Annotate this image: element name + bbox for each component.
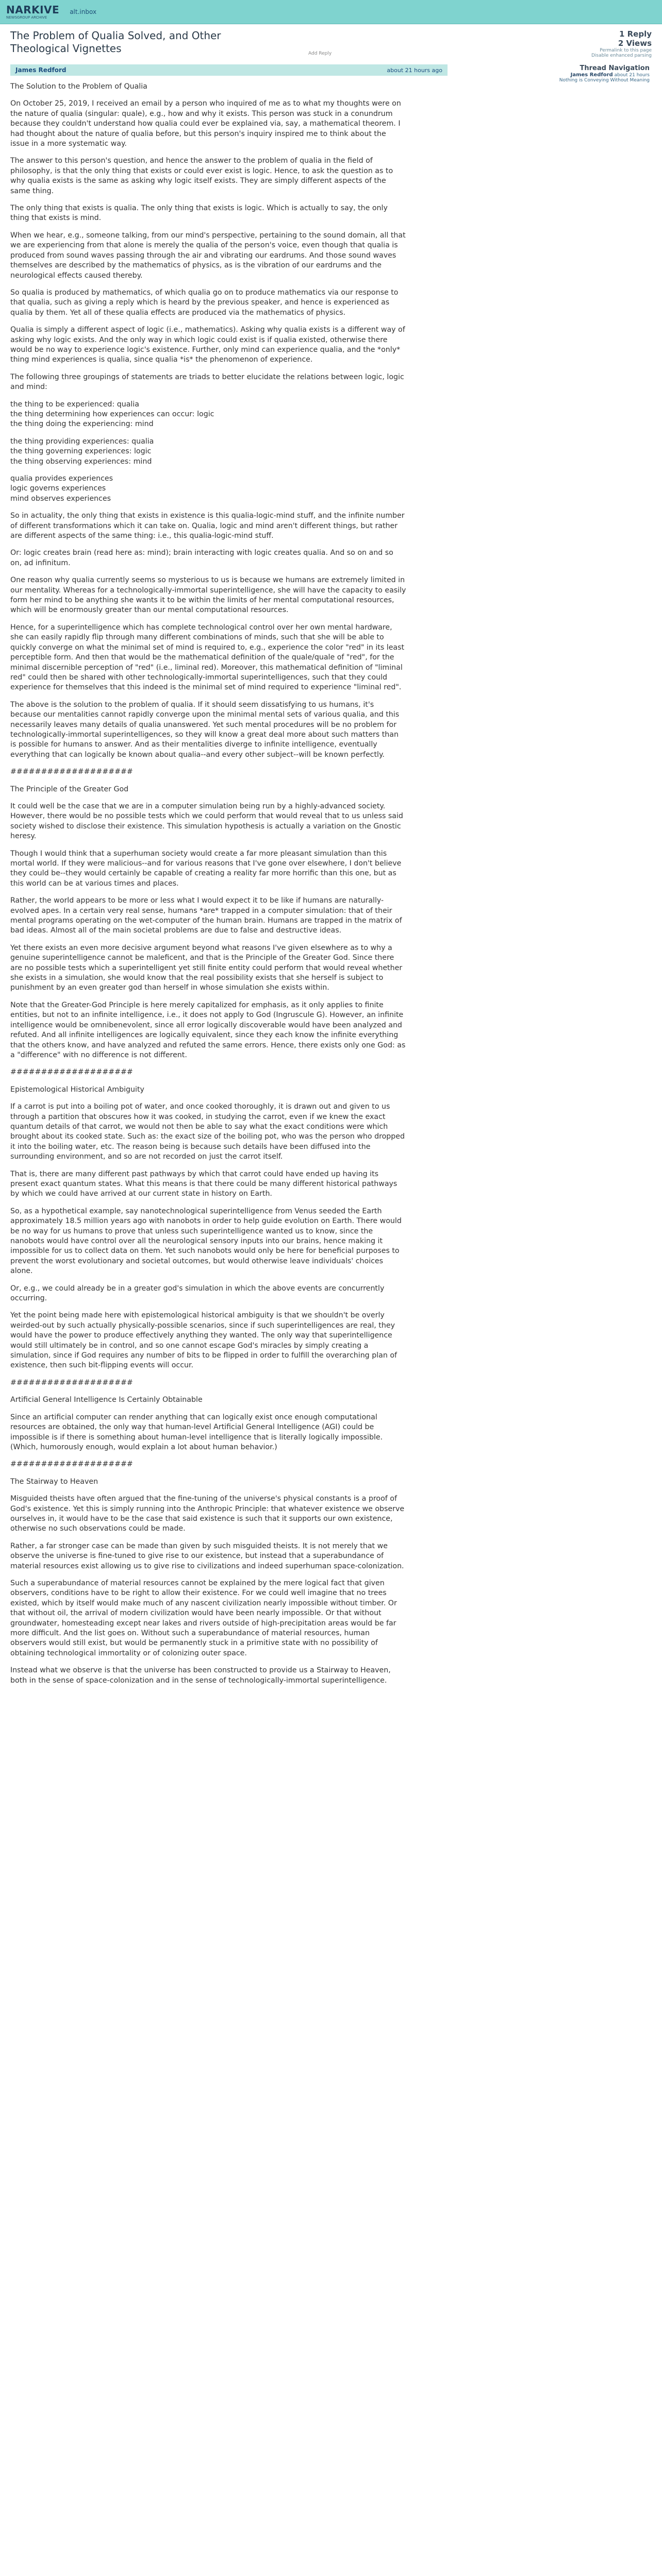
post-paragraph: ####################	[10, 1068, 133, 1077]
thread-header	[0, 24, 662, 61]
post-paragraph: It could well be the case that we are in a computer simulation being run by a highly-advanced society. However, there would be no possible tests which we could perform that would reveal that to us unless said society wished to disclose their existence. This simulation hypothesis is actually a variation on the Gnostic heresy.	[10, 802, 403, 841]
logo-text: NARKIVE	[6, 3, 60, 16]
top-bar	[0, 0, 662, 24]
post-paragraph: Yet there exists an even more decisive argument beyond what reasons I've given elsewhere as to why a genuine superintelligence cannot be maleficent, and that is the Principle of the Greater God. Since there are no possible tests which a superintelligent yet still finite entity could perform that would reveal whether she exists in a simulation, she would know that the real possibility exists that she herself is subject to punishment by an even greater god than herself in whose simulation she exists within.	[10, 943, 403, 992]
thread-stats	[591, 29, 652, 58]
post-paragraph: On October 25, 2019, I received an email by a person who inquired of me as to what my thoughts were on the nature of qualia (singular: quale), e.g., how and why it exists. This person was stuck in a conundrum because they couldn't understand how qualia could ever be explained via, say, a mathematical theorem. I had thought about the nature of qualia before, but this person's inquiry inspired me to think about the issue in a more systematic way.	[10, 99, 401, 148]
thread-navigation	[464, 64, 650, 1693]
post-paragraph: So, as a hypothetical example, say nanotechnological superintelligence from Venus seeded the Earth approximately 18.5 million years ago with nanobots in order to help guide evolution on Earth. There would be no way for us humans to prove that unless such superintelligence wanted us to know, since the nanobots would have control over all the neurological sensory inputs into our brains, hence making it impossible for us to collect data on them. Yet such nanobots would only be here for beneficial purposes to prevent the worst evolutionary and societal outcomes, but would otherwise leave individuals' choices alone.	[10, 1207, 402, 1276]
thread-navigation-title: Thread Navigation	[580, 64, 650, 72]
post-paragraph: Such a superabundance of material resources cannot be explained by the mere logical fact that given observers, conditions have to be right to allow their existence. For we could well imagine that no trees existed, which by itself would make much of any nascent civilization nearly impossible without timber. Or that without oil, the arrival of modern civilization would have been nearly impossible. Or that without groundwater, homesteading except near lakes and rivers outside of high-precipitation areas would be far more difficult. And the list goes on. Without such a superabundance of material resources, human observers would still exist, but would be permanently stuck in a primitive state with no possibility of obtaining technological immortality or of colonizing outer space.	[10, 1579, 397, 1657]
post-paragraph: Artificial General Intelligence Is Certainly Obtainable	[10, 1396, 203, 1404]
post-paragraph: Since an artificial computer can render anything that can logically exist once enough computational resources are obtained, the only way that human-level Artificial General Intelligence (AGI) could be impossible is if there is something about human-level intelligence that is literally logically impossible. (Which, humorously enough, would explain a lot about human behavior.)	[10, 1413, 383, 1451]
post-paragraph: the thing providing experiences: qualia the thing governing experiences: logic the thing observing experiences: mind	[10, 437, 154, 466]
post-paragraph: The answer to this person's question, and hence the answer to the problem of qualia in the field of philosophy, is that the only thing that exists or could ever exist is logic. Hence, to ask the question as to why qualia exists is the same as asking why logic itself exists. They are simply different aspects of the same thing.	[10, 157, 393, 195]
reply-count: 1 Reply	[619, 29, 652, 39]
post-paragraph: The Solution to the Problem of Qualia	[10, 82, 147, 91]
newsgroup-link[interactable]: alt.inbox	[70, 8, 97, 15]
post-paragraph: Or: logic creates brain (read here as: mind); brain interacting with logic creates qualia. And so on and so on, ad infinitum.	[10, 549, 393, 567]
post-paragraph: Rather, a far stronger case can be made than given by such misguided theists. It is not merely that we observe the universe is fine-tuned to give rise to our existence, but instead that a superabundance of material resources exist allowing us to give rise to civilizations and indeed superhuman space-colonization.	[10, 1541, 404, 1570]
post-paragraph: Though I would think that a superhuman society would create a far more pleasant simulation than this mortal world. If they were malicious--and for various reasons that I've gone over elsewhere, I don't believe they could be--they would certainly be capable of creating a reality far more horrific than this one, but as this world can be at various times and places.	[10, 849, 402, 888]
post-paragraph: Note that the Greater-God Principle is here merely capitalized for emphasis, as it only applies to finite entities, but not to an infinite intelligence, i.e., it does not apply to God (Ingruscule G). However, an infinite intelligence would be omnibenevolent, since all error logically discoverable would have been analyzed and refuted. And all infinite intelligences are logically equivalent, since they each know the infinite everything that the others know, and have analyzed and refuted the same errors. Hence, there exists only one God: as a "difference" with no difference is not different.	[10, 1001, 406, 1059]
post-paragraph: One reason why qualia currently seems so mysterious to us is because we humans are extremely limited in our mentality. Whereas for a technologically-immortal superintelligence, she will have the capacity to easily form her mind to be anything she wants it to be within the limits of her mental computational resources, which will be enormously greater than our mental computational resources.	[10, 576, 406, 615]
post-paragraph: So in actuality, the only thing that exists in existence is this qualia-logic-mind stuff, and the infinite number of different transformations which it can take on. Qualia, logic and mind aren't different things, but rather are different aspects of the same thing: i.e., this qualia-logic-mind stuff.	[10, 512, 405, 540]
logo-subtitle: NEWSGROUP ARCHIVE	[6, 15, 47, 20]
post-paragraph: If a carrot is put into a boiling pot of water, and once cooked thoroughly, it is drawn out and given to us through a partition that obscures how it was cooked, in studying the carrot, even if we knew the exact quantum details of that carrot, we would not then be able to say what the exact conditions were which brought about its cooked state. Such as: the exact size of the boiling pot, who was the person who dropped it into the boiling water, etc. The reason being is because such details have been diffused into the surrounding environment, and so are not recorded on just the carrot itself.	[10, 1103, 405, 1161]
post-paragraph: Rather, the world appears to be more or less what I would expect it to be like if humans are naturally-evolved apes. In a certain very real sense, humans *are* trapped in a computer simulation: that of their mental programs operating on the wet-computer of the human brain. Humans are trapped in the matrix of bad ideas. Almost all of the main societal problems are due to false and destructive ideas.	[10, 896, 402, 935]
add-reply-link[interactable]: Add Reply	[308, 51, 332, 56]
post-paragraph: Epistemological Historical Ambiguity	[10, 1085, 144, 1094]
post-paragraph: Or, e.g., we could already be in a greater god's simulation in which the above events are concurrently occurring.	[10, 1284, 385, 1303]
post-paragraph: Qualia is simply a different aspect of logic (i.e., mathematics). Asking why qualia exists is a different way of asking why logic exists. And the only way in which logic could exist is if qualia existed, otherwise there would be no way to experience logic's existence. Further, only mind can experience qualia, and the *only* thing mind experiences is qualia, since qualia *is* the phenomenon of experience.	[10, 326, 405, 364]
post-paragraph: The above is the solution to the problem of qualia. If it should seem dissatisfying to us humans, it's because our mentalities cannot rapidly converge upon the minimal mental sets of various qualia, and this necessarily leaves many details of qualia unanswered. Yet such mental procedures will be no problem for technologically-immortal superintelligences, so they will know a great deal more about such matters than is possible for humans to answer. And as their mentalities diverge to infinite intelligence, eventually everything that can logically be known about qualia--and every other subject--will be known perfectly.	[10, 700, 400, 759]
view-count: 2 Views	[618, 39, 652, 48]
thread-nav-author: Nothing is Conveying Without Meaning	[559, 78, 650, 83]
post-timestamp: about 21 hours ago	[387, 66, 442, 74]
thread-title: The Problem of Qualia Solved, and Other Theological Vignettes	[10, 29, 221, 55]
post-paragraph: The following three groupings of statements are triads to better elucidate the relations between logic, logic and mind:	[10, 372, 404, 392]
post-paragraph: ####################	[10, 768, 133, 776]
post-paragraph: When we hear, e.g., someone talking, from our mind's perspective, pertaining to the sound domain, all that we are experiencing from that alone is merely the qualia of the person's voice, even though that qualia is produced from sound waves passing through the air and vibrating our eardrums. And those sound waves themselves are described by the mathematics of physics, as is the vibration of our eardrums and the neurological effects caused thereby.	[10, 231, 406, 280]
post-paragraph: Instead what we observe is that the universe has been constructed to provide us a Stairway to Heaven, both in the sense of space-colonization and in the sense of technologically-immortal superintelligence.	[10, 1666, 391, 1685]
post-paragraph: ####################	[10, 1460, 133, 1469]
thread-nav-author: James Redford	[570, 72, 613, 78]
post-body	[10, 76, 406, 1693]
post-author[interactable]: James Redford	[15, 66, 67, 74]
thread-nav-item[interactable]	[464, 72, 650, 78]
thread-nav-item[interactable]	[464, 78, 650, 83]
post-paragraph: The Principle of the Greater God	[10, 785, 129, 793]
permalink-link[interactable]: Permalink to this page	[600, 48, 652, 53]
post-paragraph: ####################	[10, 1378, 133, 1387]
post-paragraph: So qualia is produced by mathematics, of which qualia go on to produce mathematics via our response to that qualia, such as giving a reply which is heard by the previous speaker, and hence is experienced as qualia by them. Yet all of these qualia effects are produced via the mathematics of physics.	[10, 288, 399, 317]
post-paragraph: Yet the point being made here with epistemological historical ambiguity is that we shouldn't be overly weirded-out by such actually physically-possible scenarios, since if such superintelligences are real, they would have the power to produce effectively anything they wanted. The only way that superintelligence would still ultimately be in control, and so one cannot escape God's miracles by simply creating a simulation, since if God requires any number of bits to be flipped in order to fulfill the overarching plan of existence, then such bit-flipping events will occur.	[10, 1311, 398, 1370]
post-paragraph: qualia provides experiences logic governs experiences mind observes experiences	[10, 474, 113, 503]
disable-parsing-link[interactable]: Disable enhanced parsing	[591, 53, 652, 58]
post-paragraph: The Stairway to Heaven	[10, 1477, 98, 1486]
thread-nav-time: about 21 hours	[614, 73, 650, 78]
post-paragraph: Hence, for a superintelligence which has complete technological control over her own mental hardware, she can easily rapidly flip through many different combinations of minds, such that she will be able to quickly converge on what the minimal set of mind is required to, e.g., experience the color "red" in its least perceptible form. And then that would be the mathematical definition of the quale/quale of "red", for the minimal discernible perception of "red" (i.e., liminal red). Moreover, this mathematical definition of "liminal red" could then be shared with other technologically-immortal superintelligences, such that they could experience for themselves that this indeed is the minimal set of mind required to experience "liminal red".	[10, 623, 405, 692]
post-paragraph: That is, there are many different past pathways by which that carrot could have ended up having its present exact quantum states. What this means is that there could be many different historical pathways by which we could have arrived at our current state in history on Earth.	[10, 1170, 398, 1198]
post-paragraph: Misguided theists have often argued that the fine-tuning of the universe's physical constants is a proof of God's existence. Yet this is simply running into the Anthropic Principle: that whatever existence we observe ourselves in, it would have to be the case that said existence is such that it supports our own existence, otherwise no such observations could be made.	[10, 1495, 405, 1533]
post-paragraph: The only thing that exists is qualia. The only thing that exists is logic. Which is actually to say, the only thing that exists is mind.	[10, 204, 388, 223]
post-header	[10, 64, 448, 76]
post-paragraph: the thing to be experienced: qualia the thing determining how experiences can occur: logic the thing doing the experiencing: mind	[10, 400, 214, 429]
narkive-logo[interactable]	[6, 5, 59, 20]
